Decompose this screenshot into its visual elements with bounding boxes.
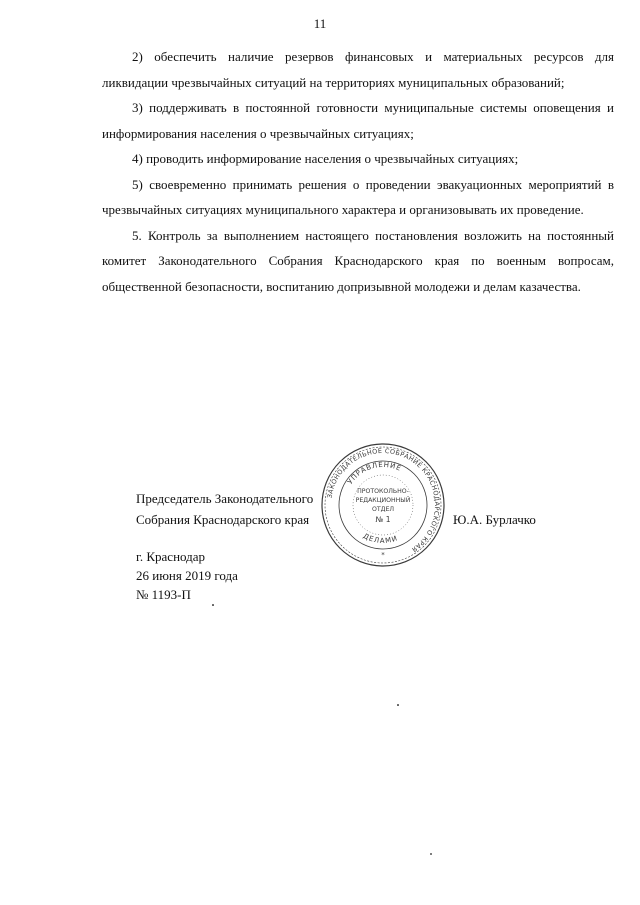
signature-position: [136, 488, 346, 530]
svg-text:ОТДЕЛ: ОТДЕЛ: [371, 506, 395, 513]
signature-position-line1: Председатель Законодательного: [136, 491, 314, 506]
footer-number: № 1193-П: [136, 587, 191, 602]
paragraph-item-5: 5) своевременно принимать решения о проведении эвакуационных мероприятий в чрезвычайных ситуациях муниципального характера и организовывать их проведение.: [102, 176, 614, 217]
paragraph-item-4: 4) проводить информирование населения о чрезвычайных ситуациях;: [132, 151, 519, 166]
scan-speck: [212, 604, 214, 606]
svg-text:*: *: [381, 551, 385, 559]
footer-city: г. Краснодар: [136, 549, 206, 564]
document-body: [102, 44, 614, 299]
page-number: 11: [313, 16, 327, 31]
document-footer: [136, 547, 238, 604]
svg-text:УПРАВЛЕНИЕ: УПРАВЛЕНИЕ: [345, 460, 403, 486]
paragraph-control-clause: 5. Контроль за выполнением настоящего постановления возложить на постоянный комитет Законодательного Собрания Краснодарского края по военным вопросам, общественной безопасности, воспитанию допризывной молодежи и делам казачества.: [102, 227, 614, 294]
footer-date: 26 июня 2019 года: [136, 568, 238, 583]
signature-position-line2: Собрания Краснодарского края: [136, 512, 310, 527]
signatory-name: Ю.А. Бурлачко: [453, 512, 536, 527]
svg-text:ПРОТОКОЛЬНО-: ПРОТОКОЛЬНО-: [357, 488, 409, 495]
svg-text:№ 1: № 1: [375, 515, 391, 524]
svg-text:ДЕЛАМИ: ДЕЛАМИ: [361, 531, 400, 546]
paragraph-item-3: 3) поддерживать в постоянной готовности муниципальные системы оповещения и информирования населения о чрезвычайных ситуациях;: [102, 100, 614, 141]
svg-text:РЕДАКЦИОННЫЙ: РЕДАКЦИОННЫЙ: [355, 497, 411, 504]
paragraph-item-2: 2) обеспечить наличие резервов финансовых и материальных ресурсов для ликвидации чрезвычайных ситуаций на территориях муниципальных образований;: [102, 49, 614, 90]
scan-speck: [430, 853, 432, 855]
svg-text:ЗАКОНОДАТЕЛЬНОЕ СОБРАНИЕ КРАСН: ЗАКОНОДАТЕЛЬНОЕ СОБРАНИЕ КРАСНОДАРСКОГО КРАЯ: [325, 446, 442, 554]
scan-speck: [397, 704, 399, 706]
